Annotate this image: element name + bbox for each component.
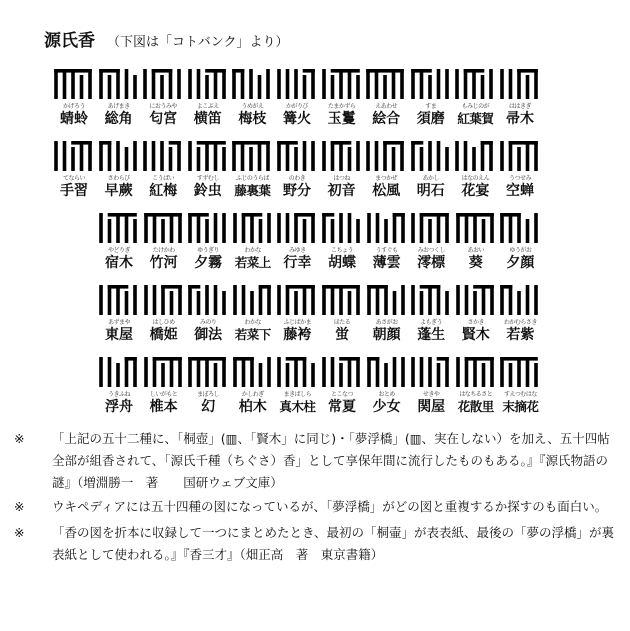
genjiko-pattern-yuugiri-icon — [186, 210, 230, 246]
genjiko-entry — [409, 210, 453, 280]
chapter-name: 御法 — [194, 327, 223, 343]
chapter-name: 関屋 — [417, 399, 446, 415]
chapter-name: 竹河 — [149, 255, 178, 271]
chapter-reading: しいがもと — [149, 391, 178, 398]
genjiko-pattern-tenarai-icon — [52, 138, 96, 174]
chapter-name: 幻 — [201, 399, 216, 415]
note-mark: ※ — [14, 431, 25, 446]
genjiko-pattern-sekiya-icon — [409, 354, 453, 390]
chapter-reading: すま — [425, 103, 437, 110]
chapter-name: 蛍 — [335, 327, 349, 343]
chapter-reading: あおい — [467, 247, 485, 254]
genjiko-pattern-maboroshi-icon — [186, 354, 230, 390]
chapter-name: 手習 — [60, 183, 88, 199]
note-1 — [14, 428, 620, 494]
genjiko-pattern-eawase-icon — [364, 66, 408, 102]
genjiko-entry — [186, 282, 230, 352]
genjiko-entry — [320, 66, 364, 136]
genjiko-pattern-hashihime-icon — [142, 282, 186, 318]
chapter-reading: かげろう — [62, 103, 85, 110]
chapter-reading: さかき — [467, 319, 485, 326]
chapter-reading: すずむし — [196, 175, 219, 182]
chapter-reading: あげまき — [107, 103, 130, 110]
genjiko-pattern-wakana-ge-icon — [231, 282, 275, 318]
genjiko-pattern-fujibakama-icon — [275, 282, 319, 318]
chapter-reading: とこなつ — [330, 391, 353, 398]
notes-section — [14, 428, 620, 566]
chapter-reading: におうみや — [149, 103, 177, 110]
genjiko-entry — [275, 282, 319, 352]
chapter-name: 夕顔 — [506, 255, 535, 271]
chapter-name: 朝顔 — [372, 327, 401, 343]
chapter-reading: あかし — [422, 175, 440, 182]
genjiko-pattern-takekawa-icon — [142, 210, 186, 246]
genjiko-entry — [320, 282, 364, 352]
chapter-name: 葵 — [468, 255, 483, 271]
genjiko-pattern-fujinouraba-icon — [230, 138, 274, 174]
genjiko-pattern-matsukaze-icon — [364, 138, 408, 174]
chapter-reading: はつね — [333, 175, 350, 182]
genjiko-pattern-suma-icon — [409, 66, 453, 102]
chapter-name: 椎本 — [149, 399, 178, 415]
chapter-reading: かしわぎ — [241, 391, 264, 398]
note-text: ウキペディアには五十四種の図になっているが、「夢浮橋」がどの図と重複するか探すのも面白い。 — [52, 499, 608, 514]
genjiko-entry — [320, 354, 364, 424]
genjiko-entry — [320, 138, 364, 208]
chapter-name: 空蝉 — [506, 183, 534, 199]
genjiko-entry — [186, 66, 230, 136]
chapter-name: 松風 — [372, 183, 401, 199]
note-mark: ※ — [14, 499, 25, 514]
genjiko-entry — [230, 66, 274, 136]
chapter-reading: はなちるさと — [459, 391, 493, 398]
chapter-name: 柏木 — [238, 399, 267, 415]
chapter-name: 総角 — [104, 111, 133, 127]
chapter-reading: ゆうがお — [509, 247, 532, 254]
genjiko-pattern-wakana-jou-icon — [231, 210, 275, 246]
chapter-reading: わかな — [244, 319, 262, 326]
chapter-reading: まきばしら — [283, 391, 312, 398]
chapter-name: 花宴 — [461, 183, 490, 199]
genjiko-entry — [365, 210, 409, 280]
genjiko-entry — [409, 138, 453, 208]
genjiko-entry — [453, 66, 497, 136]
chapter-name: 行幸 — [283, 255, 312, 271]
genjiko-entry — [230, 138, 274, 208]
genjiko-pattern-suetsumuhana-icon — [498, 354, 542, 390]
chapter-name: 常夏 — [328, 399, 356, 415]
genjiko-entry — [365, 282, 409, 352]
chapter-name: 初音 — [327, 183, 356, 199]
genjiko-entry — [364, 66, 408, 136]
chapter-name: 賢木 — [461, 327, 490, 343]
chapter-reading: わかむらさき — [503, 319, 537, 326]
chapter-reading: ゆうぎり — [197, 247, 220, 254]
chapter-reading: おとめ — [378, 391, 395, 398]
genjiko-pattern-agemaki-icon — [97, 66, 141, 102]
chapter-reading: ほたる — [333, 319, 351, 326]
genjiko-pattern-hotaru-icon — [320, 282, 364, 318]
chapter-reading: よもぎう — [420, 319, 443, 326]
chapter-reading: せきや — [422, 391, 440, 398]
genjiko-pattern-koubai-icon — [141, 138, 185, 174]
chapter-reading: はしひめ — [152, 319, 175, 326]
chapter-name: 須磨 — [416, 111, 445, 127]
chapter-name: 早蕨 — [104, 183, 133, 199]
genjiko-pattern-tokonatsu-icon — [320, 354, 364, 390]
genjiko-pattern-utsusemi-icon — [498, 138, 542, 174]
genjiko-pattern-shiigamoto-icon — [142, 354, 186, 390]
chapter-reading: やどりぎ — [107, 247, 130, 254]
chapter-reading: こちょう — [330, 247, 353, 254]
chapter-reading: わかな — [244, 247, 262, 254]
genjiko-entry — [52, 66, 96, 136]
genjiko-pattern-hananoen-icon — [453, 138, 497, 174]
chapter-name: 篝火 — [283, 111, 311, 127]
chapter-reading: うつせみ — [508, 175, 531, 182]
genjiko-entry — [364, 138, 408, 208]
genjiko-pattern-niou-icon — [141, 66, 185, 102]
chapter-reading: まぼろし — [197, 391, 220, 398]
note-2 — [14, 496, 620, 518]
genjiko-entry — [498, 138, 542, 208]
chapter-reading: ははきぎ — [508, 103, 531, 110]
chapter-name: 真木柱 — [279, 399, 316, 414]
chapter-name: 蜻蛉 — [60, 111, 88, 127]
genjiko-pattern-yokobue-icon — [186, 66, 230, 102]
chapter-reading: みゆき — [289, 247, 306, 254]
genjiko-pattern-kashiwagi-icon — [231, 354, 275, 390]
genjiko-entry — [409, 354, 453, 424]
genjiko-pattern-ukifune-icon — [97, 354, 141, 390]
genjiko-pattern-sakaki-icon — [454, 282, 498, 318]
chapter-name: 蓬生 — [417, 327, 446, 343]
genjiko-pattern-hatsune-icon — [320, 138, 364, 174]
genjiko-pattern-miotsukushi-icon — [409, 210, 453, 246]
chapter-name: 澪標 — [417, 255, 446, 271]
genjiko-entry — [498, 66, 542, 136]
genjiko-pattern-momiji-icon — [453, 66, 497, 102]
genjiko-entry — [186, 138, 230, 208]
genjiko-entry — [365, 354, 409, 424]
genjiko-entry — [97, 210, 141, 280]
chapter-reading: たけかわ — [152, 247, 175, 254]
chapter-name: 若菜下 — [234, 327, 271, 342]
genjiko-pattern-azumaya-icon — [97, 282, 141, 318]
chapter-reading: のわき — [288, 175, 306, 182]
chapter-reading: あずまや — [107, 319, 130, 326]
chapter-name: 橋姫 — [149, 327, 178, 343]
genjiko-entry — [453, 138, 497, 208]
page-subtitle: （下図は「コトバンク」より） — [107, 35, 289, 50]
genjiko-entry — [454, 354, 498, 424]
chapter-name: 梅枝 — [238, 111, 267, 127]
chapter-reading: たまかずら — [327, 103, 356, 110]
chapter-name: 野分 — [283, 183, 311, 199]
chapter-name: 玉鬘 — [327, 111, 356, 127]
chapter-reading: てならい — [62, 175, 85, 182]
genjiko-entry — [275, 210, 319, 280]
genjiko-pattern-suzumushi-icon — [186, 138, 230, 174]
chapter-name: 藤裏葉 — [234, 183, 271, 198]
genjiko-pattern-asagao-icon — [365, 282, 409, 318]
chapter-name: 花散里 — [457, 399, 494, 414]
chapter-name: 紅葉賀 — [457, 111, 494, 126]
chapter-name: 匂宮 — [149, 111, 178, 127]
genjiko-entry — [186, 354, 230, 424]
chapter-name: 藤袴 — [283, 327, 312, 343]
note-text: 「上記の五十二種に、「桐壺」(▥、「賢木」に同じ)・「夢浮橋」(▥、実在しない）を加え、五十四帖全部が組香されて、「源氏千種（ちぐさ）香」として享保年間に流行したものもある。』『源氏物語の謎』（増淵勝一 著 国研ウェブ文庫） — [52, 431, 610, 490]
chapter-reading: まつかぜ — [375, 175, 398, 182]
chapter-name: 紅梅 — [149, 183, 178, 199]
genjiko-entry — [409, 282, 453, 352]
chapter-reading: うめがえ — [241, 103, 264, 110]
chapter-name: 明石 — [416, 183, 445, 199]
genjiko-entry — [141, 66, 185, 136]
chapter-name: 宿木 — [105, 255, 133, 271]
chapter-reading: ふじばかま — [283, 319, 312, 326]
page-title: 源氏香 — [44, 31, 95, 51]
chapter-name: 夕霧 — [194, 255, 223, 271]
genjiko-entry — [275, 354, 319, 424]
genjiko-pattern-miyuki-icon — [275, 210, 319, 246]
chapter-reading: えあわせ — [375, 103, 398, 110]
genjiko-entry — [97, 354, 141, 424]
genjiko-entry — [141, 138, 185, 208]
genjiko-pattern-kagerou-icon — [52, 66, 96, 102]
chapter-name: 若紫 — [506, 327, 535, 343]
chapter-name: 薄雲 — [372, 255, 401, 271]
chapter-name: 少女 — [372, 399, 401, 415]
genjiko-entry — [231, 354, 275, 424]
genjiko-entry — [498, 210, 542, 280]
genjiko-entry — [498, 282, 542, 352]
chapter-name: 若菜上 — [234, 255, 271, 270]
genjiko-entry — [231, 282, 275, 352]
genjiko-pattern-umegae-icon — [230, 66, 274, 102]
genjiko-pattern-usugumo-icon — [365, 210, 409, 246]
genjiko-pattern-aoi-icon — [454, 210, 498, 246]
chapter-reading: はなのえん — [461, 175, 490, 182]
genjiko-pattern-otome-icon — [365, 354, 409, 390]
genjiko-pattern-sawarabi-icon — [97, 138, 141, 174]
chapter-reading: みのり — [199, 319, 217, 326]
chapter-name: 浮舟 — [105, 399, 133, 415]
genjiko-pattern-yuugao-icon — [498, 210, 542, 246]
note-mark: ※ — [14, 525, 25, 540]
chapter-reading: あさがお — [375, 319, 398, 326]
genjiko-entry — [52, 138, 96, 208]
genjiko-entry — [454, 210, 498, 280]
genjiko-entry — [320, 210, 364, 280]
genjiko-pattern-kochou-icon — [320, 210, 364, 246]
genjiko-entry — [231, 210, 275, 280]
genjiko-pattern-hahakigi-icon — [498, 66, 542, 102]
chapter-name: 東屋 — [105, 327, 133, 343]
genjiko-pattern-tamakazura-icon — [320, 66, 364, 102]
genjiko-pattern-kagaribi-icon — [275, 66, 319, 102]
chapter-reading: みおつくし — [417, 247, 445, 254]
genjiko-entry — [97, 66, 141, 136]
chapter-reading: よこぶえ — [196, 103, 219, 110]
genjiko-entry — [409, 66, 453, 136]
chapter-reading: うきふね — [107, 391, 130, 398]
genjiko-entry — [498, 354, 542, 424]
genjiko-entry — [454, 282, 498, 352]
genjiko-pattern-wakamurasaki-icon — [498, 282, 542, 318]
genjiko-pattern-nowaki-icon — [275, 138, 319, 174]
genjiko-entry — [275, 138, 319, 208]
genjiko-entry — [142, 210, 186, 280]
genjiko-pattern-akashi-icon — [409, 138, 453, 174]
chapter-name: 帚木 — [506, 111, 534, 127]
genjiko-pattern-yomogiu-icon — [409, 282, 453, 318]
genjiko-entry — [142, 354, 186, 424]
genjiko-entry — [97, 138, 141, 208]
genjiko-entry — [186, 210, 230, 280]
genjiko-entry — [275, 66, 319, 136]
genjiko-entry — [97, 282, 141, 352]
genjiko-pattern-yadorigi-icon — [97, 210, 141, 246]
genjiko-entry — [142, 282, 186, 352]
chapter-reading: もみじのが — [461, 103, 490, 110]
chapter-name: 絵合 — [372, 111, 401, 127]
genjiko-pattern-makibashira-icon — [275, 354, 319, 390]
chapter-reading: ふじのうらば — [235, 175, 269, 182]
genjiko-pattern-hanachirusato-icon — [454, 354, 498, 390]
chapter-name: 横笛 — [193, 111, 222, 127]
chapter-reading: うすぐも — [375, 247, 398, 254]
chapter-name: 鈴虫 — [193, 183, 222, 199]
chapter-reading: さわらび — [107, 175, 130, 182]
chapter-reading: かがりび — [285, 103, 308, 110]
chapter-name: 胡蝶 — [328, 255, 356, 271]
note-3 — [14, 522, 620, 566]
genjiko-pattern-minori-icon — [186, 282, 230, 318]
chapter-reading: こうばい — [152, 175, 175, 182]
chapter-name: 末摘花 — [502, 399, 539, 414]
note-text: 「香の図を折本に収録して一つにまとめたとき、最初の「桐壷」が表表紙、最後の「夢の浮橋」が裏表紙として使われる。』『香三才』（畑正高 著 東京書籍） — [52, 525, 615, 562]
chapter-reading: すえつむはな — [503, 391, 537, 398]
